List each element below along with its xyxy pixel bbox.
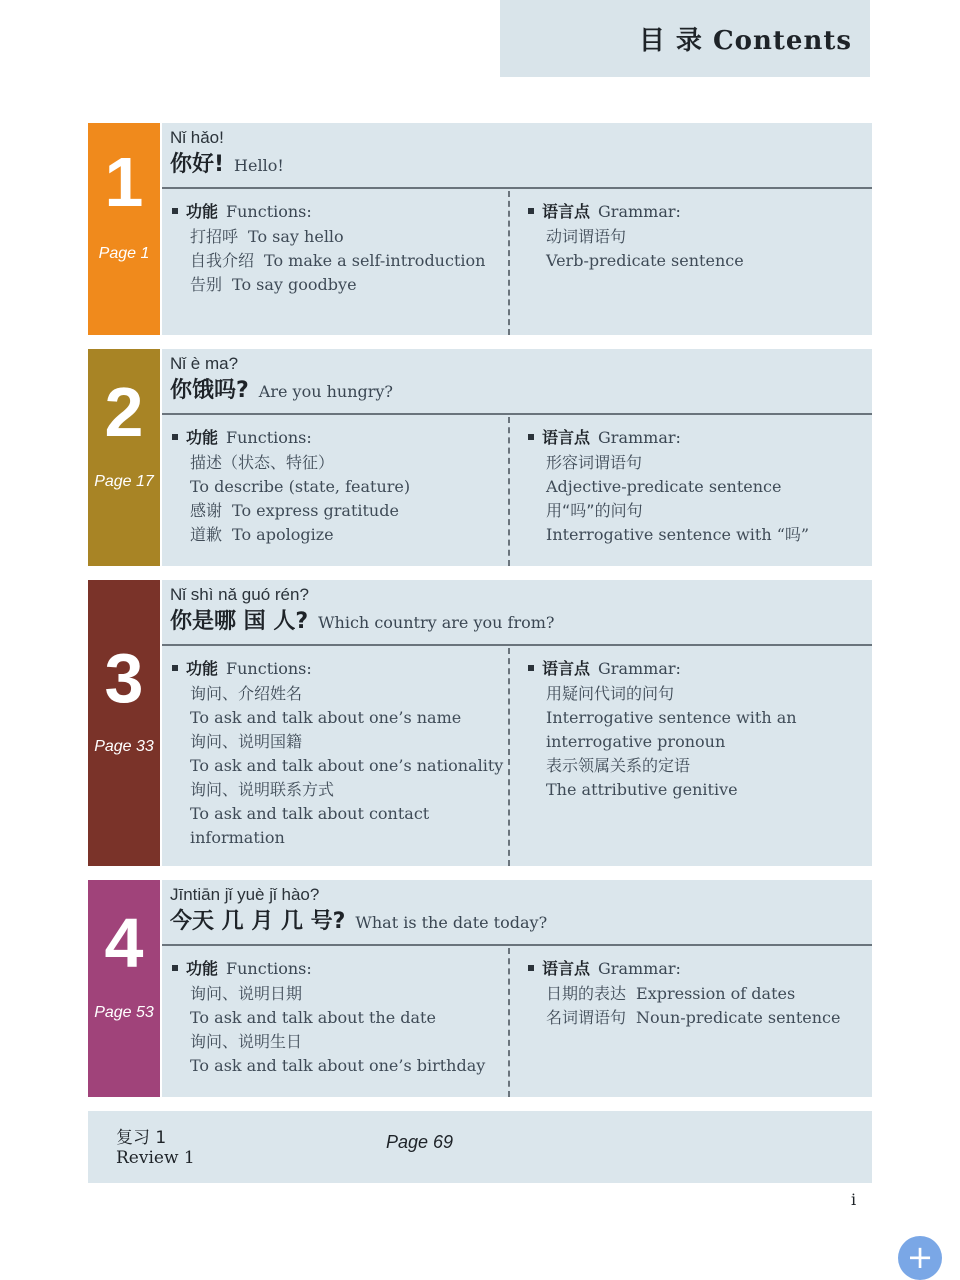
functions-section	[172, 425, 492, 547]
lesson-title	[170, 906, 872, 938]
function-en: To ask and talk about contact	[190, 804, 430, 823]
lesson-header	[170, 127, 872, 181]
function-en: To apologize	[232, 525, 334, 544]
function-item	[172, 1006, 492, 1030]
function-item	[172, 778, 492, 802]
function-item	[172, 523, 492, 547]
column-divider	[508, 648, 510, 866]
lesson-number: 4	[104, 904, 144, 982]
review-title-zh: 复习 1	[116, 1128, 167, 1148]
lesson-2[interactable]	[88, 349, 872, 566]
grammar-item	[528, 475, 858, 499]
lesson-title-zh: 你是哪 国 人?	[170, 609, 309, 634]
grammar-section	[528, 956, 858, 1030]
lesson-pinyin: Nǐ hǎo!	[170, 128, 224, 147]
function-item	[172, 730, 492, 754]
grammar-en: interrogative pronoun	[546, 732, 726, 751]
grammar-section	[528, 425, 858, 547]
grammar-label-zh: 语言点	[542, 428, 591, 447]
function-zh: 描述（状态、特征）	[190, 453, 335, 472]
grammar-item	[528, 982, 858, 1006]
lesson-title-en: Hello!	[234, 156, 284, 175]
functions-section	[172, 199, 492, 297]
column-divider	[508, 191, 510, 335]
functions-section	[172, 656, 504, 850]
grammar-label-en: Grammar:	[598, 659, 681, 678]
grammar-item	[528, 523, 858, 547]
function-en: To ask and talk about one’s name	[190, 708, 462, 727]
header-divider	[162, 413, 872, 415]
grammar-label-zh: 语言点	[542, 659, 591, 678]
grammar-zh: 日期的表达	[546, 984, 627, 1003]
function-item	[172, 475, 492, 499]
grammar-label-en: Grammar:	[598, 428, 681, 447]
grammar-label-en: Grammar:	[598, 202, 681, 221]
function-item	[172, 982, 492, 1006]
grammar-item	[528, 706, 858, 730]
lesson-header	[170, 353, 872, 407]
lesson-title	[170, 606, 872, 638]
function-zh: 询问、说明国籍	[190, 732, 303, 751]
grammar-item	[528, 1006, 858, 1030]
function-en: To describe (state, feature)	[190, 477, 411, 496]
lesson-pinyin: Nǐ shì nǎ guó rén?	[170, 585, 309, 604]
lesson-1[interactable]	[88, 123, 872, 335]
function-zh: 感谢	[190, 501, 223, 520]
grammar-zh: 表示领属关系的定语	[546, 756, 691, 775]
bullet-icon	[172, 434, 178, 440]
grammar-zh: 用“吗”的问句	[546, 501, 643, 520]
grammar-item	[528, 249, 858, 273]
grammar-en: The attributive genitive	[546, 780, 738, 799]
function-en: To ask and talk about one’s birthday	[190, 1056, 486, 1075]
functions-heading	[172, 199, 492, 225]
grammar-section	[528, 199, 858, 273]
lesson-title-en: What is the date today?	[355, 913, 548, 932]
grammar-label-en: Grammar:	[598, 959, 681, 978]
grammar-item	[528, 778, 858, 802]
function-zh: 道歉	[190, 525, 223, 544]
lesson-title	[170, 149, 872, 181]
bullet-icon	[172, 665, 178, 671]
lesson-4[interactable]	[88, 880, 872, 1097]
lesson-page: Page 53	[94, 1004, 154, 1021]
grammar-heading	[528, 656, 858, 682]
bullet-icon	[528, 965, 534, 971]
plus-icon[interactable]: +	[898, 1236, 942, 1280]
functions-heading	[172, 425, 492, 451]
function-item	[172, 273, 492, 297]
grammar-en: Interrogative sentence with an	[546, 708, 797, 727]
header-divider	[162, 644, 872, 646]
function-en: To ask and talk about the date	[190, 1008, 436, 1027]
grammar-zh: 形容词谓语句	[546, 453, 643, 472]
functions-label-zh: 功能	[186, 659, 219, 678]
grammar-label-zh: 语言点	[542, 202, 591, 221]
function-en: To make a self-introduction	[264, 251, 486, 270]
lesson-number-tab	[88, 580, 160, 866]
lesson-title-zh: 你好!	[170, 152, 225, 177]
function-zh: 询问、说明联系方式	[190, 780, 335, 799]
column-divider	[508, 417, 510, 566]
grammar-heading	[528, 425, 858, 451]
lesson-title-zh: 今天 几 月 几 号?	[170, 909, 346, 934]
grammar-item	[528, 225, 858, 249]
lesson-number: 1	[104, 143, 144, 221]
lesson-body	[162, 880, 872, 1097]
functions-section	[172, 956, 492, 1078]
grammar-item	[528, 754, 858, 778]
function-item	[172, 682, 492, 706]
grammar-item	[528, 451, 858, 475]
lesson-title-zh: 你饿吗?	[170, 378, 249, 403]
function-en: information	[190, 828, 285, 847]
lesson-header	[170, 884, 872, 938]
lesson-page: Page 1	[98, 245, 150, 262]
lesson-title-en: Which country are you from?	[318, 613, 555, 632]
header-divider	[162, 944, 872, 946]
functions-label-zh: 功能	[186, 959, 219, 978]
contents-title: 目 录 Contents	[638, 26, 852, 56]
function-item	[172, 1030, 492, 1054]
functions-label-en: Functions:	[226, 428, 312, 447]
grammar-section	[528, 656, 858, 802]
bullet-icon	[528, 434, 534, 440]
lesson-pinyin: Jīntiān jǐ yuè jǐ hào?	[170, 885, 320, 904]
bullet-icon	[528, 208, 534, 214]
function-en: To say hello	[248, 227, 344, 246]
header-divider	[162, 187, 872, 189]
lesson-header	[170, 584, 872, 638]
function-en: To say goodbye	[232, 275, 357, 294]
function-item	[172, 225, 492, 249]
grammar-en: Interrogative sentence with “吗”	[546, 525, 810, 544]
review-row[interactable]	[88, 1111, 872, 1183]
grammar-label-zh: 语言点	[542, 959, 591, 978]
grammar-en: Expression of dates	[636, 984, 796, 1003]
grammar-zh: 用疑问代词的问句	[546, 684, 675, 703]
function-en: To ask and talk about one’s nationality	[190, 756, 504, 775]
function-item	[172, 706, 492, 730]
grammar-zh: 动词谓语句	[546, 227, 627, 246]
lesson-number: 2	[104, 373, 144, 451]
bullet-icon	[172, 965, 178, 971]
lesson-number-tab	[88, 349, 160, 566]
bullet-icon	[172, 208, 178, 214]
function-zh: 告别	[190, 275, 223, 294]
lesson-number-tab	[88, 880, 160, 1097]
review-page: Page 69	[386, 1132, 454, 1152]
function-zh: 询问、说明日期	[190, 984, 303, 1003]
bullet-icon	[528, 665, 534, 671]
function-zh: 打招呼	[190, 227, 239, 246]
grammar-item	[528, 682, 858, 706]
grammar-heading	[528, 956, 858, 982]
lesson-body	[162, 580, 872, 866]
function-item	[172, 802, 492, 826]
grammar-en: Noun-predicate sentence	[636, 1008, 841, 1027]
functions-label-en: Functions:	[226, 659, 312, 678]
functions-heading	[172, 956, 492, 982]
grammar-zh: 名词谓语句	[546, 1008, 627, 1027]
functions-label-en: Functions:	[226, 202, 312, 221]
function-zh: 自我介绍	[190, 251, 255, 270]
functions-label-en: Functions:	[226, 959, 312, 978]
lesson-number: 3	[104, 639, 144, 717]
function-item	[172, 499, 492, 523]
function-en: To express gratitude	[232, 501, 399, 520]
grammar-item	[528, 730, 858, 754]
function-item	[172, 1054, 492, 1078]
function-item	[172, 249, 492, 273]
lesson-body	[162, 123, 872, 335]
functions-heading	[172, 656, 492, 682]
lesson-body	[162, 349, 872, 566]
contents-title-bar	[500, 0, 870, 77]
functions-label-zh: 功能	[186, 428, 219, 447]
lesson-page: Page 33	[94, 738, 154, 755]
function-item	[172, 754, 504, 778]
page-number: i	[851, 1190, 857, 1209]
lesson-number-tab	[88, 123, 160, 335]
lesson-pinyin: Nǐ è ma?	[170, 354, 239, 373]
function-item	[172, 826, 492, 850]
review-title-en: Review 1	[116, 1148, 195, 1168]
function-zh: 询问、说明生日	[190, 1032, 303, 1051]
grammar-en: Verb-predicate sentence	[546, 251, 744, 270]
function-zh: 询问、介绍姓名	[190, 684, 303, 703]
lesson-title	[170, 375, 872, 407]
lesson-title-en: Are you hungry?	[258, 382, 394, 401]
grammar-heading	[528, 199, 858, 225]
functions-label-zh: 功能	[186, 202, 219, 221]
lesson-page: Page 17	[94, 473, 154, 490]
function-item	[172, 451, 492, 475]
grammar-en: Adjective-predicate sentence	[546, 477, 782, 496]
column-divider	[508, 948, 510, 1097]
lesson-3[interactable]	[88, 580, 872, 866]
grammar-item	[528, 499, 858, 523]
